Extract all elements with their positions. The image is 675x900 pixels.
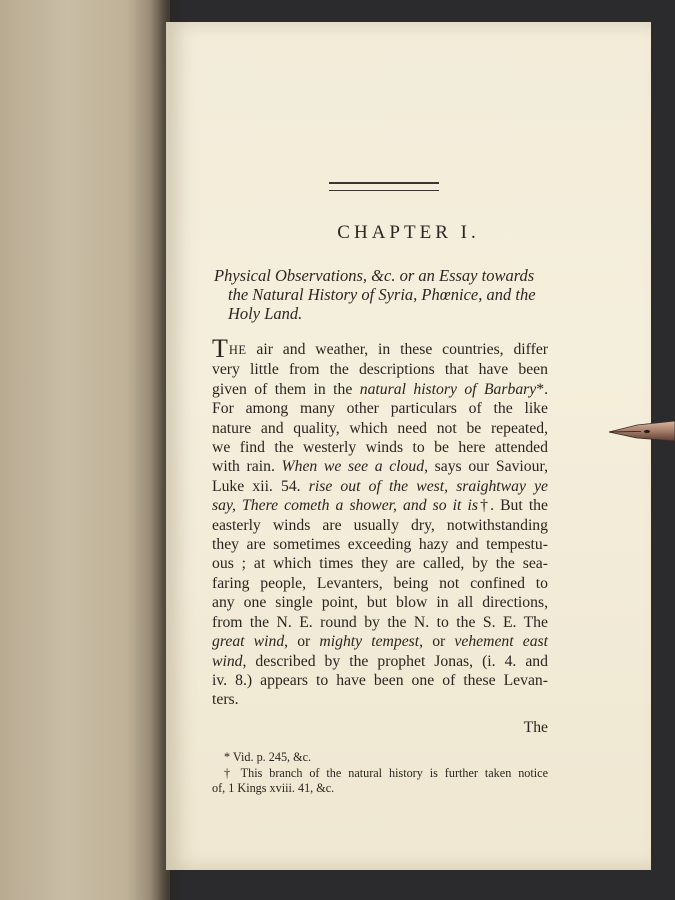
italic-run: mighty tempest	[319, 633, 420, 651]
subtitle-line-3: Holy Land.	[228, 304, 303, 323]
text-line: they are sometimes exceeding hazy and tempestu-	[212, 536, 548, 554]
text-line: ters.	[212, 691, 239, 709]
text-line	[212, 477, 548, 496]
text-line: very little from the descriptions that have been	[212, 361, 548, 379]
footnotes	[212, 750, 548, 797]
subtitle-line-1: Physical Observations, &c. or an Essay towards	[214, 266, 535, 285]
text-run: , says our Saviour,	[424, 458, 548, 476]
text-line: we find the westerly winds to be here attended	[212, 439, 548, 457]
text-line	[212, 380, 548, 399]
text-line: nature and quality, which need not be repeated,	[212, 419, 548, 437]
footnote-2-cont: of, 1 Kings xviii. 41, &c.	[212, 781, 335, 795]
italic-run: natural history of Barbary	[359, 380, 537, 398]
italic-run: vehement east	[454, 633, 549, 651]
body-paragraph	[212, 334, 549, 710]
text-line	[212, 632, 548, 651]
facing-page	[0, 0, 170, 900]
text-line	[212, 457, 548, 476]
text-line: from the N. E. round by the N. to the S. E. The	[212, 613, 548, 631]
text-run: Luke xii. 54.	[212, 477, 309, 495]
italic-run: wind	[212, 652, 243, 670]
text-run: , or	[419, 633, 455, 651]
text-line	[212, 652, 548, 671]
chapter-subtitle	[214, 266, 554, 323]
text-line	[212, 334, 548, 363]
small-caps: HE	[228, 343, 247, 357]
footnote-1: * Vid. p. 245, &c.	[224, 750, 312, 764]
footnote-2: † This branch of the natural history is further taken notice	[224, 765, 548, 780]
text-run: given of them in the	[212, 380, 360, 398]
book-page	[166, 22, 651, 870]
text-line: For among many other particulars of the like	[212, 400, 548, 418]
text-run: , or	[284, 633, 320, 651]
text-line: faring people, Levanters, being not confined to	[212, 574, 548, 592]
italic-run: say, There cometh a shower, and so it is	[212, 497, 478, 515]
text-line: ous ; at which times they are called, by the sea-	[212, 555, 548, 573]
italic-run: rise out of the west, sraightway ye	[308, 477, 548, 495]
catchword: The	[523, 719, 548, 736]
text-run: with rain.	[212, 458, 282, 476]
text-run: air and weather, in these countries, differ	[246, 341, 548, 358]
chapter-heading: CHAPTER I.	[337, 222, 480, 243]
text-line: easterly winds are usually dry, notwithstanding	[212, 516, 548, 534]
text-line: any one single point, but blow in all directions,	[212, 594, 548, 612]
text-run: , described by the prophet Jonas, (i. 4. and	[242, 652, 548, 670]
italic-run: When we see a cloud	[281, 458, 425, 476]
text-run: †. But the	[477, 497, 548, 515]
ornamental-rule	[329, 182, 439, 191]
italic-run: great wind	[212, 633, 285, 651]
drop-cap: T	[212, 334, 228, 363]
text-line	[212, 496, 548, 515]
text-line: iv. 8.) appears to have been one of these Levan-	[212, 671, 548, 689]
pen-nib-icon	[607, 419, 675, 443]
subtitle-line-2: the Natural History of Syria, Phœnice, and the	[228, 285, 536, 304]
text-run: *.	[536, 380, 549, 398]
